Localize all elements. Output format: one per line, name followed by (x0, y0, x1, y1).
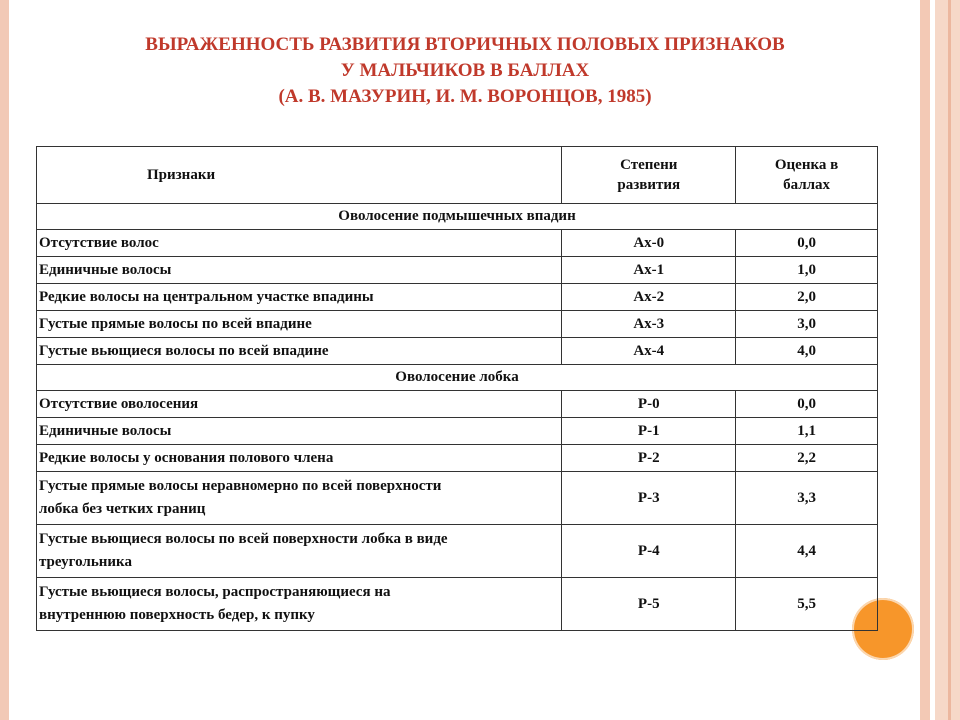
title-line-3: (А. В. МАЗУРИН, И. М. ВОРОНЦОВ, 1985) (278, 86, 652, 107)
left-decor-stripe (0, 0, 9, 720)
table-row (37, 578, 878, 631)
table-row (37, 418, 878, 445)
header-degree-l2: развития (617, 177, 681, 193)
section-row (37, 204, 878, 230)
score-cell: 0,0 (736, 230, 878, 257)
table-row (37, 525, 878, 578)
score-cell: 3,3 (736, 472, 878, 525)
sign-cell (37, 472, 562, 525)
sign-cell: Единичные волосы (37, 257, 562, 284)
degree-cell: Р-1 (562, 418, 736, 445)
degree-cell: Р-0 (562, 391, 736, 418)
sign-cell: Отсутствие оволосения (37, 391, 562, 418)
table-row (37, 338, 878, 365)
sign-line-2: треугольника (39, 554, 132, 570)
section-row (37, 365, 878, 391)
header-signs: Признаки (37, 147, 562, 204)
score-cell: 2,0 (736, 284, 878, 311)
scores-table (36, 146, 878, 631)
score-cell: 4,0 (736, 338, 878, 365)
degree-cell: Ах-2 (562, 284, 736, 311)
sign-line-2: лобка без четких границ (39, 501, 206, 517)
sign-line-1: Густые вьющиеся волосы по всей поверхности лобка в виде (39, 531, 448, 547)
score-cell: 1,0 (736, 257, 878, 284)
sign-cell: Густые вьющиеся волосы по всей впадине (37, 338, 562, 365)
header-score (736, 147, 878, 204)
table-row (37, 445, 878, 472)
sign-cell: Густые прямые волосы по всей впадине (37, 311, 562, 338)
score-cell: 2,2 (736, 445, 878, 472)
sign-line-1: Густые вьющиеся волосы, распространяющиеся на (39, 584, 391, 600)
degree-cell: Р-3 (562, 472, 736, 525)
right-decor-stripe (920, 0, 930, 720)
title-line-1: ВЫРАЖЕННОСТЬ РАЗВИТИЯ ВТОРИЧНЫХ ПОЛОВЫХ ПРИЗНАКОВ (145, 34, 785, 55)
table-row (37, 472, 878, 525)
sign-cell: Отсутствие волос (37, 230, 562, 257)
table-row (37, 230, 878, 257)
degree-cell: Р-5 (562, 578, 736, 631)
score-cell: 3,0 (736, 311, 878, 338)
header-degree (562, 147, 736, 204)
degree-cell: Ах-0 (562, 230, 736, 257)
table-row (37, 391, 878, 418)
score-cell: 4,4 (736, 525, 878, 578)
degree-cell: Ах-3 (562, 311, 736, 338)
score-cell: 1,1 (736, 418, 878, 445)
table-row (37, 257, 878, 284)
section-title: Оволосение подмышечных впадин (37, 204, 878, 230)
sign-line-2: внутреннюю поверхность бедер, к пупку (39, 607, 315, 623)
right-decor-line (948, 0, 951, 720)
score-cell: 5,5 (736, 578, 878, 631)
header-score-l1: Оценка в (774, 157, 839, 173)
score-cell: 0,0 (736, 391, 878, 418)
sign-cell (37, 578, 562, 631)
header-score-l2: баллах (783, 177, 831, 193)
header-degree-l1: Степени (620, 157, 678, 173)
title-line-2: У МАЛЬЧИКОВ В БАЛЛАХ (340, 60, 590, 81)
table-row (37, 284, 878, 311)
degree-cell: Р-2 (562, 445, 736, 472)
degree-cell: Ах-1 (562, 257, 736, 284)
section-title: Оволосение лобка (37, 365, 878, 391)
slide-title (30, 32, 900, 110)
degree-cell: Р-4 (562, 525, 736, 578)
sign-cell (37, 525, 562, 578)
sign-cell: Редкие волосы на центральном участке впадины (37, 284, 562, 311)
sign-line-1: Густые прямые волосы неравномерно по всей поверхности (39, 478, 442, 494)
sign-cell: Единичные волосы (37, 418, 562, 445)
degree-cell: Ах-4 (562, 338, 736, 365)
table-header-row (37, 147, 878, 204)
sign-cell: Редкие волосы у основания полового члена (37, 445, 562, 472)
table-row (37, 311, 878, 338)
